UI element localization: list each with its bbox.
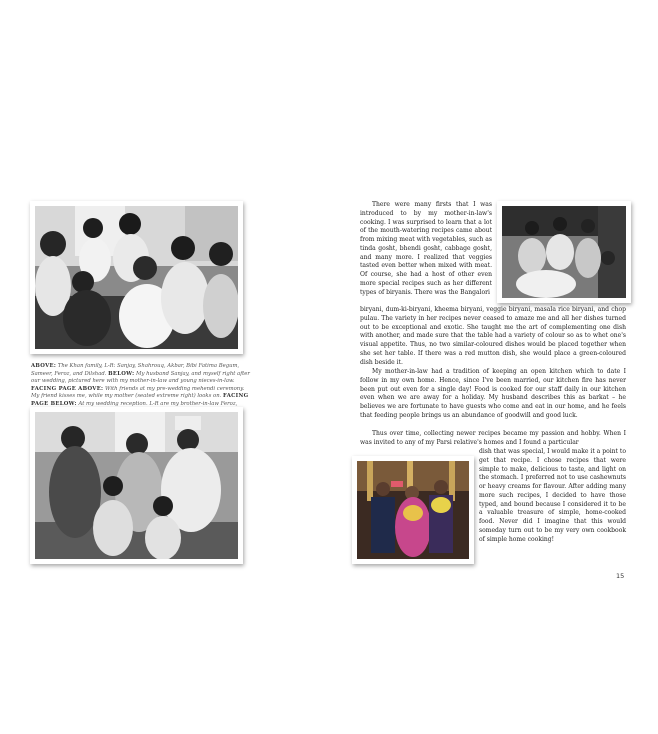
khan-family-photo (30, 201, 243, 354)
mehendi-ceremony-photo (497, 201, 631, 303)
body-paragraph-3-full: Thus over time, collecting newer recipes became my passion and hobby. When I was invited to any of my Parsi relative's homes and I found a particular (360, 430, 626, 446)
body-paragraph-1-full: biryani, dum-ki-biryani, kheema biryani, veggie biryani, masala rice biryani, and chop pulau. The variety in her recipes never ceased to amaze me and all her dishes turned out to be exceptional and exotic. She taught me the art of complementing one dish with another, and made sure that the table had a variety of colour so as to whet one's visual appetite. Thus, no two similar-coloured dishes would be placed together when she set her table. If there was a red mutton dish, she would place a green-coloured dish beside it. (360, 306, 626, 366)
body-paragraph-1-narrow: There were many firsts that I was introduced to by my mother-in-law's cooking. I was surprised to learn that a lot of the mouth-watering recipes came about from mixing meat with vegetables, such as tinda gosht, bhendi gosht, cabbage gosht, and many more. I realized that veggies tasted even better when mixed with meat. Of course, she had a host of other even more special recipes such as her different types of biryanis. There was the Bangalori (360, 201, 492, 296)
caption-facing-below-label: FACING PAGE BELOW: (31, 393, 249, 407)
caption-above-label: ABOVE: (31, 363, 57, 369)
body-paragraph-3-narrow: dish that was special, I would make it a point to get that recipe. I chose recipes that were simple to make, delicious to taste, and light on the stomach. I preferred not to use cashewnuts or heavy creams for flavour. After adding many more such recipes, I decided to have those typed, and bound because I considered it to be a valuable treasure of simple, home-cooked food. Never did I imagine that this would someday turn out to be my very own cookbook of simple home cooking! (479, 448, 626, 543)
caption-facing-below-text: At my wedding reception. L-R are my brother-in-law Feroz, (78, 400, 238, 407)
body-paragraph-2: My mother-in-law had a tradition of keeping an open kitchen which to date I follow in my own home. Hence, since I've been married, our kitchen fire has never been put out even for a single day! Food is cooked for our staff daily in our kitchen even when we are away for a holiday. My husband describes this as barkat – he believes we are fortunate to have guests who come and eat in our home, and he feels that feeding people brings us an abundance of goodwill and good luck. (360, 368, 626, 419)
caption-facing-above-label: FACING PAGE ABOVE: (31, 385, 104, 392)
caption-below-text: My husband Sanjay, and myself right after our wedding, pictured here with my mother-in-law and young nieces-in-law. (31, 370, 250, 384)
caption-facing-above-text: With friends at my pre-wedding mehendi ceremony. My friend kisses me, while my mother (seated extreme right) looks on. (31, 385, 245, 399)
page-number: 15 (616, 572, 625, 580)
wedding-reception-photo (352, 456, 474, 564)
wedding-family-photo (30, 407, 243, 564)
caption-below-label: BELOW: (108, 370, 135, 377)
caption-above-text: The Khan family, L-R: Sanjay, Shahrouq, Akbar, Bibi Fatima Begum, Sameer, Feroz, and Dilshad. (31, 363, 240, 377)
